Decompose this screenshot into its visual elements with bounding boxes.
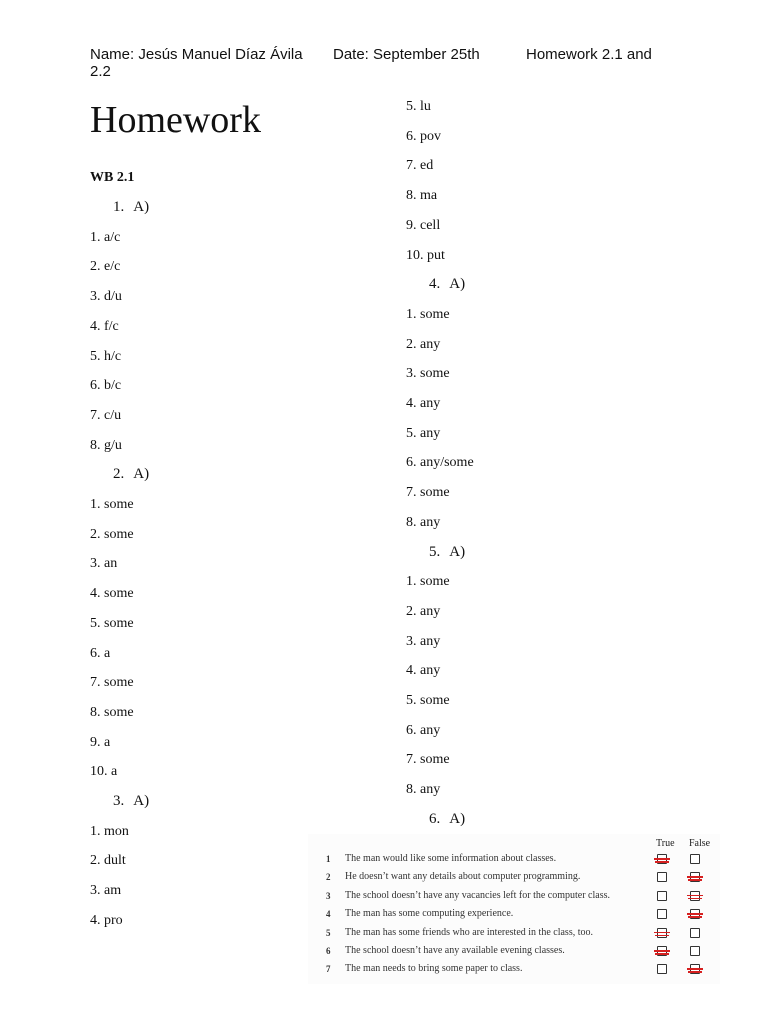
exercise-row [308, 943, 720, 961]
exercise-statement: The man needs to bring some paper to class. [345, 963, 523, 975]
answer-line: 7. some [406, 485, 450, 501]
section-heading [113, 793, 149, 810]
answer-line: 6. pov [406, 128, 441, 144]
answer-line: 5. lu [406, 99, 431, 114]
section-label: A) [449, 810, 466, 827]
false-checkbox [690, 964, 700, 974]
answer-line: 8. any [406, 782, 441, 798]
answer-line: 9. cell [406, 217, 441, 233]
answer-line: 2. any [406, 603, 441, 619]
answer-line: 6. any/some [406, 455, 474, 471]
false-checkbox [690, 946, 700, 956]
answer-line: 6. a [90, 645, 111, 661]
exercise-statement: The man would like some information about classes. [345, 853, 557, 864]
exercise-number: 6 [326, 946, 331, 956]
document-header [90, 46, 690, 80]
exercise-row [308, 869, 720, 887]
false-checkbox [690, 891, 700, 901]
answer-line: 5. some [90, 615, 134, 631]
answer-line: 1. some [406, 574, 450, 590]
answer-line: 3. any [406, 633, 441, 649]
answer-line: 8. any [406, 514, 441, 530]
answer-line: 4. f/c [90, 318, 119, 334]
exercise-number: 5 [326, 927, 331, 938]
answer-line: 3. am [90, 883, 122, 899]
student-name: Name: Jesús Manuel Díaz Ávila [90, 46, 303, 63]
section-label: A) [449, 543, 466, 560]
section-label: A) [133, 199, 150, 215]
page-title: Homework [90, 99, 261, 141]
answer-line: 1. a/c [90, 229, 121, 245]
answer-line: 3. an [90, 556, 118, 572]
exercise-statement: The man has some friends who are interested in the class, too. [345, 926, 593, 938]
answer-line: 7. some [406, 752, 450, 768]
exercise-number: 7 [326, 964, 331, 975]
section-number: 2. [113, 466, 125, 483]
answer-line: 2. dult [90, 853, 126, 869]
true-checkbox [657, 964, 667, 974]
answer-line: 1. mon [90, 823, 129, 839]
section-number: 5. [429, 543, 441, 560]
answer-line: 4. any [406, 396, 441, 411]
exercise-number: 2 [326, 872, 331, 883]
answer-line: 2. some [90, 526, 134, 542]
answer-line: 6. any [406, 722, 441, 738]
section-heading [429, 811, 465, 828]
exercise-row [308, 851, 720, 869]
answer-line: 7. some [90, 675, 134, 691]
section-number: 4. [429, 276, 441, 293]
exercise-row [308, 925, 720, 943]
true-checkbox [657, 891, 667, 901]
section-heading [429, 544, 465, 561]
section-number: 3. [113, 793, 125, 809]
section-heading [113, 199, 149, 216]
answer-line: 3. some [406, 366, 450, 382]
section-heading [113, 466, 149, 483]
answer-line: 1. some [90, 497, 134, 512]
answer-line: 3. d/u [90, 289, 122, 305]
homework-label-wrap: 2.2 [90, 63, 111, 80]
answer-line: 1. some [406, 306, 450, 322]
exercise-statement: The school doesn’t have any available evening classes. [345, 945, 565, 956]
section-label: A) [133, 793, 150, 809]
answer-line: 7. ed [406, 158, 434, 174]
answer-line: 5. any [406, 425, 441, 441]
false-checkbox [690, 854, 700, 864]
answer-line: 4. pro [90, 912, 123, 928]
exercise-row [308, 961, 720, 979]
answer-line: 5. some [406, 693, 450, 708]
exercise-row [308, 888, 720, 906]
answer-line: 4. some [90, 586, 134, 602]
answer-line: 10. a [90, 764, 118, 780]
answer-line: 8. some [90, 704, 134, 720]
true-checkbox [657, 872, 667, 882]
answer-line: 8. g/u [90, 437, 122, 453]
workbook-subtitle: WB 2.1 [90, 170, 135, 185]
section-label: A) [133, 466, 150, 483]
false-checkbox [690, 928, 700, 938]
true-checkbox [657, 854, 667, 864]
answer-line: 2. any [406, 336, 441, 352]
answer-line: 5. h/c [90, 348, 122, 364]
answer-line: 2. e/c [90, 259, 121, 275]
answer-line: 9. a [90, 734, 111, 750]
homework-label: Homework 2.1 and [526, 46, 652, 63]
exercise-number: 3 [326, 890, 331, 901]
exercise-number: 1 [326, 854, 331, 864]
answer-line: 8. ma [406, 188, 438, 204]
answer-line: 6. b/c [90, 378, 122, 394]
exercise-statement: The school doesn’t have any vacancies left for the computer class. [345, 889, 610, 901]
true-column-header: True [656, 838, 675, 849]
section-heading [429, 276, 465, 293]
false-checkbox [690, 909, 700, 919]
homework-date: Date: September 25th [333, 46, 480, 63]
exercise-row [308, 906, 720, 924]
section-number: 6. [429, 810, 441, 827]
true-checkbox [657, 946, 667, 956]
false-checkbox [690, 872, 700, 882]
true-checkbox [657, 928, 667, 938]
true-checkbox [657, 909, 667, 919]
answer-line: 4. any [406, 663, 441, 679]
true-false-exercise-image [308, 834, 720, 984]
section-label: A) [449, 276, 466, 293]
exercise-number: 4 [326, 909, 331, 920]
answer-line: 10. put [406, 247, 445, 263]
answer-line: 7. c/u [90, 407, 122, 423]
section-number: 1. [113, 199, 125, 215]
exercise-statement: The man has some computing experience. [345, 908, 514, 920]
false-column-header: False [689, 838, 711, 849]
exercise-statement: He doesn’t want any details about computer programming. [345, 871, 581, 883]
